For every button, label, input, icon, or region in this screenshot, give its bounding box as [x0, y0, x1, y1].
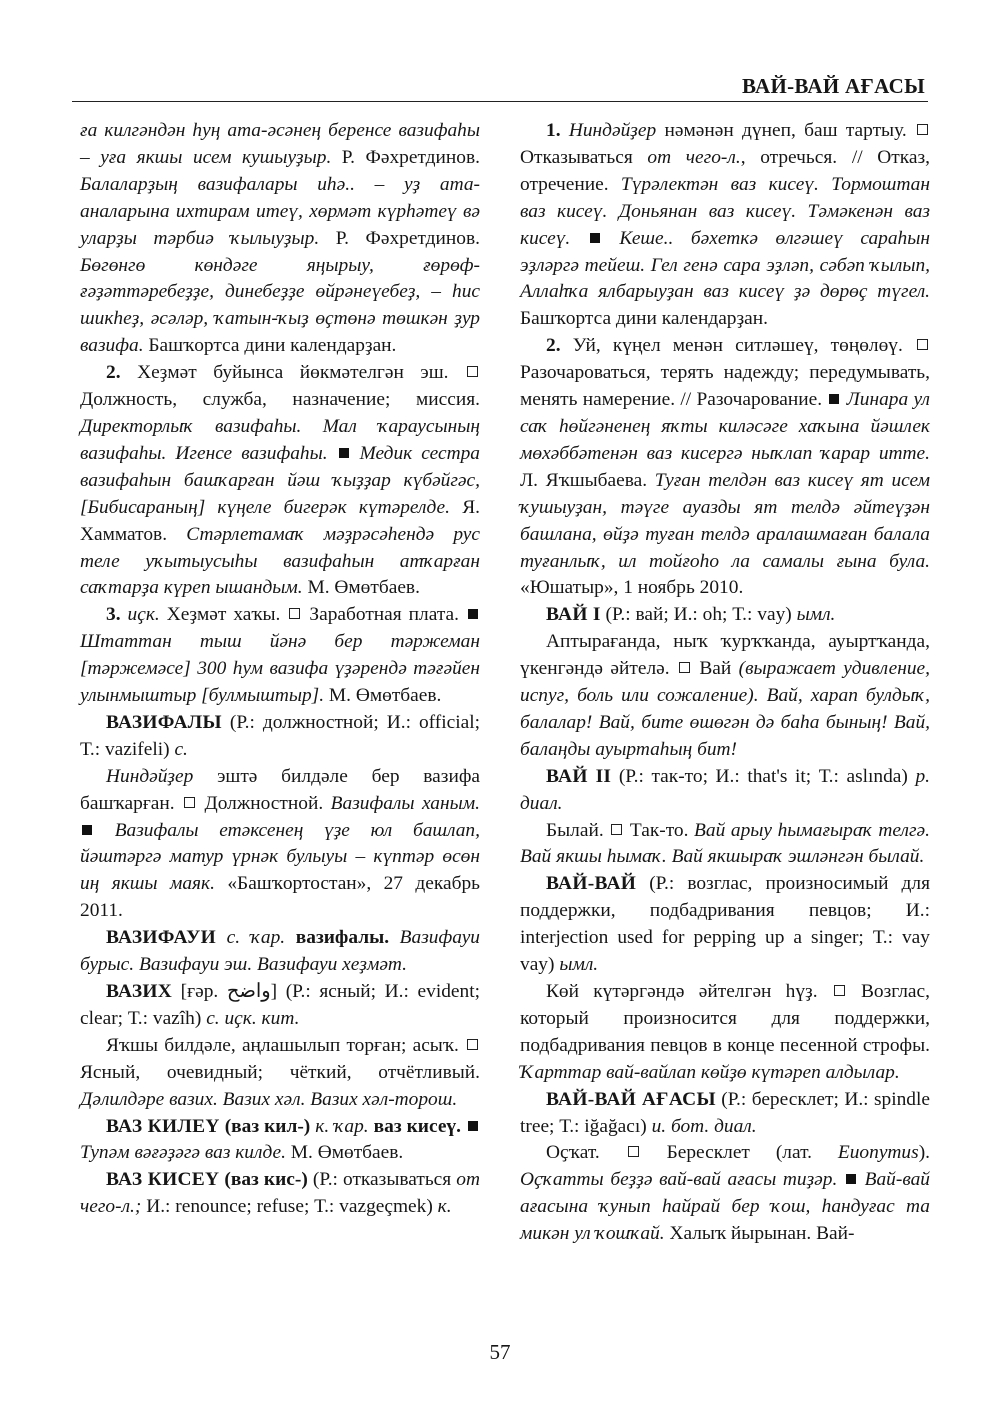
source-text: Башҡортса дини календарҙан. — [520, 308, 768, 330]
etymology-text: (Р.: вай; И.: oh; Т.: vay) — [600, 604, 797, 626]
translation-text: Ясный, очевидный; чёткий, отчётливый. — [80, 1061, 480, 1083]
example-text: Туған телдән ваз кисеү ят исем ҡушыуҙан, тәүге ауазды ят телдә әйтеүҙән башлана, өйҙә туған телдә аралашмаған балала туғанлыҡ, ил тойғоһо ла самалы ғына була. — [520, 469, 931, 572]
source-text: М. Өмөтбаев. — [324, 685, 442, 707]
definition-paragraph — [520, 979, 930, 1087]
black-square-marker-icon — [468, 1121, 478, 1131]
sense-paragraph — [520, 333, 930, 602]
square-marker-icon — [917, 124, 928, 135]
definition-text: Көй күтәргәндә әйтелгән һүҙ. — [546, 981, 832, 1002]
cross-reference: ваз кисеү. — [373, 1115, 461, 1137]
translation-text: Так-то. — [629, 819, 689, 841]
entry-head — [520, 602, 930, 629]
grammar-label: и. бот. диал. — [651, 1115, 757, 1137]
source-text: М. Өмөтбаев. — [285, 1142, 404, 1164]
definition-text: Былай. — [546, 819, 610, 841]
black-square-marker-icon — [339, 448, 349, 458]
entry-head — [80, 925, 480, 979]
translation-italic: от чего-л.; — [80, 1169, 480, 1218]
entry-head — [80, 1114, 480, 1168]
example-text: Вазифауи бурыс. Вазифауи эш. Вазифауи хеҙмәт. — [80, 927, 480, 976]
example-text: Оҫҡатты беҙҙә вай-вай ағасы тиҙәр. — [520, 1169, 844, 1191]
source-text: Я. Хамматов. — [80, 496, 480, 545]
definition-paragraph — [80, 764, 480, 925]
sense-paragraph — [80, 602, 480, 710]
definition-italic: Ниндәйҙер — [106, 765, 194, 787]
arabic-script: واضح — [226, 981, 271, 1002]
entry-continuation — [80, 118, 480, 360]
translation-text: Разочароваться, терять надежду; передумывать, менять намерение. // Разочарование. — [520, 362, 930, 411]
grammar-label: с. ҡар. — [216, 927, 296, 949]
lemma: ВАЙ-ВАЙ АҒАСЫ — [546, 1088, 716, 1110]
square-marker-icon — [467, 1039, 478, 1050]
definition-text: Хеҙмәт хаҡы. — [159, 604, 288, 626]
definition-paragraph — [520, 818, 930, 872]
etymology-text: (Р.: должностной; И.: official; Т.: vazifeli) — [80, 711, 480, 760]
sense-paragraph — [520, 118, 930, 333]
square-marker-icon — [628, 1146, 639, 1157]
etymology-text: (Р.: отказываться — [307, 1169, 457, 1191]
grammar-label: р. диал. — [520, 765, 930, 814]
square-marker-icon — [611, 824, 622, 835]
example-text: Линара ул саҡ һөйгәненең яҡты киләсәге хаҡына йәшлек мөхәббәтенән ваз кисергә ныҡлап ҡарар итте. — [520, 389, 930, 464]
source-text: Р. Фәхретдинов. — [331, 146, 480, 168]
example-text: Тупәм вәғәҙәгә ваз килде. — [80, 1142, 286, 1164]
grammar-label: иҫк. — [120, 604, 160, 626]
translation-text: Бересклет (лат. — [666, 1142, 838, 1164]
lemma: ВАЗИФАЛЫ — [106, 711, 222, 733]
example-text: Директорлыҡ вазифаһы. Мал ҡараусының вазифаһы. Игенсе вазифаһы. — [80, 415, 480, 464]
lemma: ВАЗ КИСЕҮ — [106, 1169, 220, 1191]
right-column — [520, 118, 930, 1248]
header-rule — [72, 101, 928, 102]
entry-head — [520, 764, 930, 818]
definition-paragraph — [520, 1140, 930, 1248]
source-text: М. Өмөтбаев. — [302, 577, 420, 599]
example-text: Стәрлетамаҡ мәҙрәсәһендә рус теле уҡытыусыһы вазифаһын атҡарған саҡтарҙа күреп ышандым. — [80, 523, 480, 599]
translation-italic: от чего-л. — [647, 146, 741, 168]
translation-text: Отказываться — [520, 146, 648, 168]
definition-text: нәмәнән дүнеп, баш тартыу. — [656, 120, 915, 141]
translation-text: , отречься. // Отказ, отречение. — [520, 146, 930, 195]
stem-form: (ваз кил-) — [219, 1115, 311, 1137]
etymology-text: ] (Р.: ясный; И.: evident; clear; Т.: vazîh) — [80, 981, 480, 1029]
etymology-text: И.: renounce; refuse; Т.: vazgeçmek) — [141, 1196, 438, 1218]
square-marker-icon — [467, 366, 478, 377]
definition-text: Аптырағанда, ныҡ ҡурҡҡанда, ауыртҡанда, үкенгәндә әйтелә. — [520, 631, 930, 680]
page-number: 57 — [489, 1340, 511, 1364]
translation-text: Вай — [699, 658, 732, 680]
sense-number: 3. — [106, 604, 121, 626]
example-text: Дәлилдәре вазих. Вазих хәл. Вазих хәл-торош. — [80, 1088, 458, 1110]
etymology-text: (Р.: так-то; И.: that's it; Т.: aslında) — [611, 765, 916, 787]
square-marker-icon — [679, 662, 690, 673]
definition-italic: Ниндәйҙер — [560, 120, 657, 141]
lemma: ВАЗИХ — [106, 981, 173, 1002]
grammar-label: к. ҡар. — [310, 1115, 374, 1137]
grammar-label: к. — [437, 1196, 452, 1218]
sense-number: 2. — [106, 362, 121, 384]
entry-head — [520, 871, 930, 979]
lemma: ВАЗ КИЛЕҮ — [106, 1115, 220, 1137]
definition-text: Хеҙмәт буйынса йөкмәтелгән эш. — [120, 362, 465, 384]
grammar-label: с. иҫк. кит. — [206, 1007, 300, 1029]
stem-form: (ваз кис-) — [219, 1169, 308, 1191]
entry-head — [80, 979, 480, 1033]
black-square-marker-icon — [468, 609, 478, 619]
running-head-title: ВАЙ-ВАЙ АҒАСЫ — [742, 74, 925, 98]
source-text: Л. Яҡшыбаева. — [520, 469, 655, 491]
cross-reference: вазифалы. — [295, 927, 390, 949]
example-text: Вазифалы етәксенең үҙе юл башлап, йәштәргә матур үрнәк булыуы – күптәр өсөн иң якшы маяк. — [80, 819, 480, 895]
entry-head — [80, 710, 480, 764]
latin-name: Euonymus — [837, 1142, 919, 1164]
sense-paragraph — [80, 360, 480, 602]
black-square-marker-icon — [846, 1174, 856, 1184]
lemma: ВАЗИФАУИ — [106, 927, 216, 949]
example-text: Штаттан тыш йәнә бер тәржеман [тәржемәсе] 300 һум вазифа үҙәрендә тәғәйен улынмыштыр [булмыштыр]. — [80, 631, 480, 707]
sense-number: 2. — [546, 335, 561, 357]
entry-head — [520, 1087, 930, 1141]
definition-text: Яҡшы билдәле, аңлашылып торған; асыҡ. — [106, 1034, 465, 1056]
source-text: Халыҡ йырынан. Вай- — [664, 1223, 855, 1245]
square-marker-icon — [917, 339, 928, 350]
example-text: Медик сестра вазифаһын башҡарған йәш ҡыҙҙар күбәйгәс, [Бибисараның] күңеле бигерәк күтәрелде. — [80, 442, 480, 518]
example-text: Түрәлектән ваз кисеү. Тормоштан ваз кисеү. Доньянан ваз кисеү. Тәмәкенән ваз кисеү. — [520, 173, 930, 249]
grammar-label: с. — [174, 738, 188, 760]
definition-text: Уй, күңел менән ситләшеү, төңөлөү. — [560, 335, 915, 357]
definition-paragraph — [80, 1033, 480, 1114]
example-text: Балаларҙың вазифалары иһә.. – уҙ ата-аналарына ихтирам итеү, хөрмәт күрһәтеү вә уларҙы тәрбиә ҡылыуҙыр. — [80, 173, 480, 249]
example-text: Вай арыу һымағыраҡ телгә. Вай якшы һымаҡ. Вай якшыраҡ эшләнгән былай. — [520, 819, 930, 868]
grammar-label: ымл. — [796, 604, 836, 626]
black-square-marker-icon — [590, 233, 600, 243]
black-square-marker-icon — [82, 825, 92, 835]
example-text: Бөгөнгө көндәге яңырыу, ғөрөф-ғәҙәттәребеҙҙе, динебеҙҙе өйрәнеүебеҙ, – һис шикһеҙ, әсәләр, ҡатын-ҡыҙ өҫтөнә төшкән ҙур вазифа. — [80, 254, 480, 357]
definition-paragraph — [520, 629, 930, 764]
grammar-label: ымл. — [559, 954, 599, 976]
lemma: ВАЙ I — [546, 604, 601, 626]
definition-text: Оҫҡат. — [546, 1142, 626, 1164]
sense-number: 1. — [546, 120, 561, 141]
left-column — [80, 118, 480, 1221]
translation-text: Должность, служба, назначение; миссия. — [80, 389, 480, 411]
square-marker-icon — [184, 797, 195, 808]
example-text: Вазифалы ханым. — [323, 792, 480, 814]
example-text: Вай-вай ағасына ҡунып һайрай бер ҡош, һандуғас та микән ул ҡошҡай. — [520, 1169, 930, 1245]
definition-text: эштә билдәле бер вазифа башҡарған. — [80, 765, 480, 814]
etymology-text: [ғәр. — [172, 981, 227, 1002]
example-text: (выражает удивление, испуг, боль или сожаление). Вай, харап булдыҡ, балалар! Вай, бите өшөгән дә баһа быныӊ! Вай, балаӊды ауыртаһыӊ бит! — [520, 658, 930, 760]
example-text: Ҡарттар вай-вайлап көйҙө күтәреп алдылар. — [520, 1061, 900, 1083]
example-text: ға килгәндән һуң ата-әсәнең беренсе вазифаһы – уға якшы исем кушыуҙыр. — [80, 120, 480, 168]
lemma: ВАЙ II — [546, 765, 612, 787]
translation-text: Должностной. — [204, 792, 324, 814]
source-text: «Башҡортостан», 27 декабрь 2011. — [80, 873, 481, 922]
source-text: «Юшатыр», 1 ноябрь 2010. — [520, 577, 744, 599]
etymology-text: (Р.: возглас, произносимый для поддержки, подбадривания певцов; И.: interjection used for pepping up a singer; Т.: vay vay) — [520, 873, 930, 976]
source-text: Р. Фәхретдинов. — [319, 227, 480, 249]
square-marker-icon — [834, 985, 845, 996]
translation-text: Возглас, который произносится для поддержки, подбадривания певцов в конце песенной строфы. — [520, 981, 930, 1056]
example-text: Кеше.. бәхеткә өлгәшеү сараһын эҙләргә тейеш. Гел генә сара эҙләп, сәбәп ҡылып, Аллаһҡа ялбарыуҙан ваз кисеү ҙә дөрөҫ түгел. — [520, 227, 930, 303]
etymology-text: (Р.: бересклет; И.: spindle tree; Т.: iğağacı) — [520, 1088, 930, 1137]
source-text: Башҡортса дини календарҙан. — [143, 335, 397, 357]
lemma: ВАЙ-ВАЙ — [546, 873, 637, 895]
translation-text: Заработная плата. — [309, 604, 466, 626]
square-marker-icon — [289, 608, 300, 619]
translation-text: ). — [918, 1142, 930, 1164]
black-square-marker-icon — [829, 394, 839, 404]
entry-head — [80, 1167, 480, 1221]
